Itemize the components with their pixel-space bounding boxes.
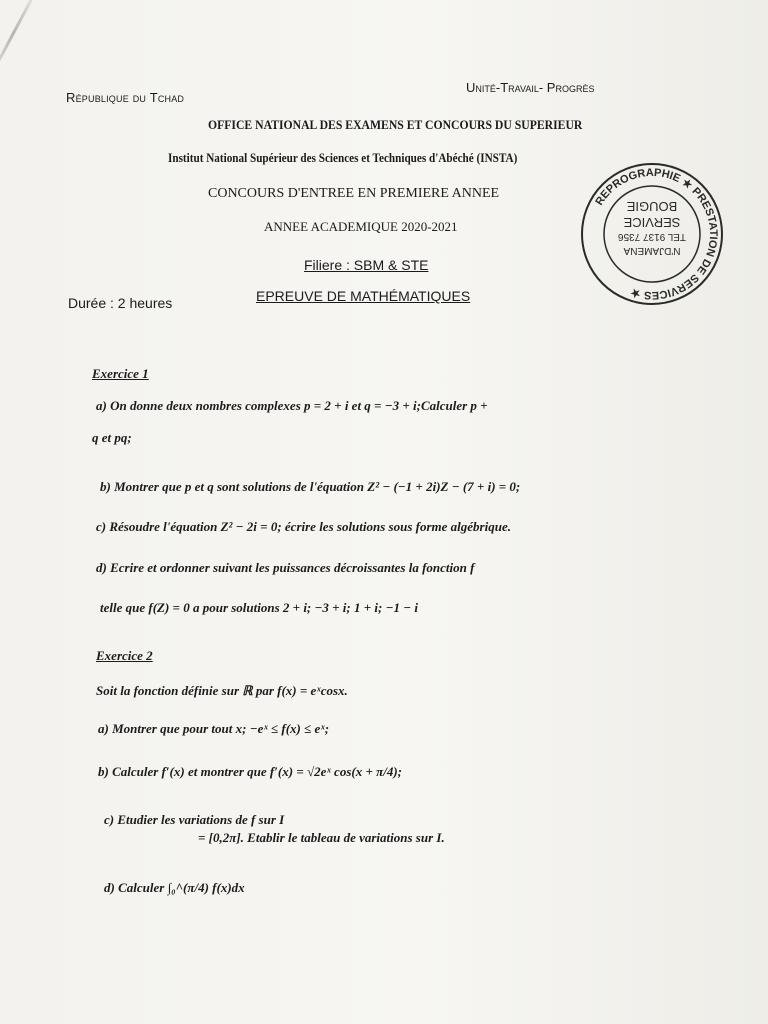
stamp-outer-text: REPROGRAPHIE ★ PRESTATION DE SERVICES ★ — [593, 166, 720, 302]
exercise-2-d: d) Calculer ∫₀^(π/4) f(x)dx — [104, 880, 245, 895]
institute-title: Institut National Supérieur des Sciences et Techniques d'Abéché (INSTA) — [168, 150, 518, 165]
exercise-1-title: Exercice 1 — [92, 366, 149, 381]
country-label: République du Tchad — [66, 90, 185, 105]
exercise-2-b: b) Calculer f′(x) et montrer que f′(x) = √2eˣ cos(x + π/4); — [98, 764, 402, 779]
stamp-line-tel: TEL 9137 7356 — [617, 231, 687, 242]
stamp-line-city: N'DJAMENA — [623, 245, 681, 256]
exercise-2-a: a) Montrer que pour tout x; −eˣ ≤ f(x) ≤ eˣ; — [98, 721, 330, 736]
stamp-line-bougie: BOUGIE — [626, 199, 678, 214]
exercise-2-intro: Soit la fonction définie sur ℝ par f(x) = eˣcosx. — [96, 683, 348, 698]
filiere-label: Filiere : SBM & STE — [304, 257, 429, 273]
motto-label: Unité-Travail- Progrès — [466, 80, 595, 95]
exercise-2-title: Exercice 2 — [96, 648, 153, 663]
exercise-1-b: b) Montrer que p et q sont solutions de l'équation Z² − (−1 + 2i)Z − (7 + i) = 0; — [100, 479, 521, 494]
exercise-1-c: c) Résoudre l'équation Z² − 2i = 0; écrire les solutions sous forme algébrique. — [96, 519, 511, 534]
exam-subject: EPREUVE DE MATHÉMATIQUES — [256, 288, 471, 304]
exercise-2-c-line1: c) Etudier les variations de f sur I — [104, 812, 285, 827]
exercise-1-d-line1: d) Ecrire et ordonner suivant les puissances décroissantes la fonction f — [96, 560, 475, 575]
exercise-1-d-line2: telle que f(Z) = 0 a pour solutions 2 + i; −3 + i; 1 + i; −1 − i — [100, 600, 418, 615]
paper-crease — [0, 0, 43, 87]
exercise-2-c-line2: = [0,2π]. Etablir le tableau de variations sur I. — [198, 830, 445, 845]
duration-label: Durée : 2 heures — [68, 295, 173, 311]
academic-year: ANNEE ACADEMIQUE 2020-2021 — [264, 219, 458, 234]
stamp-line-service: SERVICE — [623, 215, 681, 230]
reprography-stamp — [580, 162, 724, 306]
exercise-1-a-line1: a) On donne deux nombres complexes p = 2 + i et q = −3 + i;Calculer p + — [96, 398, 488, 413]
exercise-1-a-line2: q et pq; — [92, 430, 132, 445]
office-title: OFFICE NATIONAL DES EXAMENS ET CONCOURS DU SUPERIEUR — [208, 117, 583, 132]
concours-title: CONCOURS D'ENTREE EN PREMIERE ANNEE — [208, 186, 500, 201]
